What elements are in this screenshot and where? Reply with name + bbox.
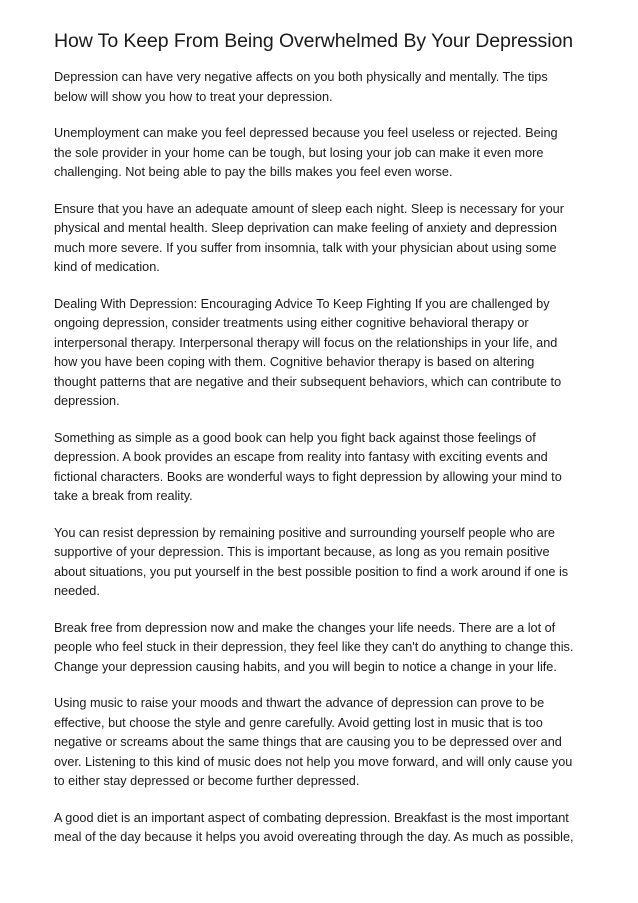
- paragraph-sleep: Ensure that you have an adequate amount of sleep each night. Sleep is necessary for your physical and mental health. Sleep deprivation can make feeling of anxiety and depression much more severe. If you suffer from insomnia, talk with your physician about using some kind of medication.: [54, 201, 564, 274]
- paragraph-diet: A good diet is an important aspect of combating depression. Breakfast is the most important meal of the day because it helps you avoid overeating through the day. As much as possible,: [54, 810, 574, 844]
- document-title: How To Keep From Being Overwhelmed By Your Depression: [54, 30, 573, 52]
- paragraph-music: Using music to raise your moods and thwart the advance of depression can prove to be effective, but choose the style and genre carefully. Avoid getting lost in music that is too negative or screams about the same things that are causing you to be depressed over and over. Listening to this kind of music does not help you move forward, and will only cause you to either stay depressed or become further depressed.: [54, 696, 573, 788]
- paragraph-positive: You can resist depression by remaining positive and surrounding yourself people who are supportive of your depression. This is important because, as long as you remain positive about situations, you put yourself in the best possible position to find a work around if one is needed.: [54, 525, 569, 598]
- paragraph-break-free: Break free from depression now and make the changes your life needs. There are a lot of people who feel stuck in their depression, they feel like they can't do anything to change this. Change your depression causing habits, and you will begin to notice a change in your life.: [54, 620, 574, 674]
- paragraph-therapy: Dealing With Depression: Encouraging Advice To Keep Fighting If you are challenged by ongoing depression, consider treatments using either cognitive behavioral therapy or interpersonal therapy. Interpersonal therapy will focus on the relationships in your life, and how you have been coping with them. Cognitive behavior therapy is based on altering thought patterns that are negative and their subsequent behaviors, which can contribute to depression.: [54, 296, 562, 408]
- paragraph-intro: Depression can have very negative affects on you both physically and mentally. The tips below will show you how to treat your depression.: [54, 70, 548, 104]
- paragraph-book: Something as simple as a good book can help you fight back against those feelings of depression. A book provides an escape from reality into fantasy with exciting events and fictional characters. Books are wonderful ways to fight depression by allowing your mind to take a break from reality.: [54, 430, 562, 503]
- paragraph-unemployment: Unemployment can make you feel depressed because you feel useless or rejected. Being the sole provider in your home can be tough, but losing your job can make it even more challenging. Not being able to pay the bills makes you feel even worse.: [54, 126, 558, 179]
